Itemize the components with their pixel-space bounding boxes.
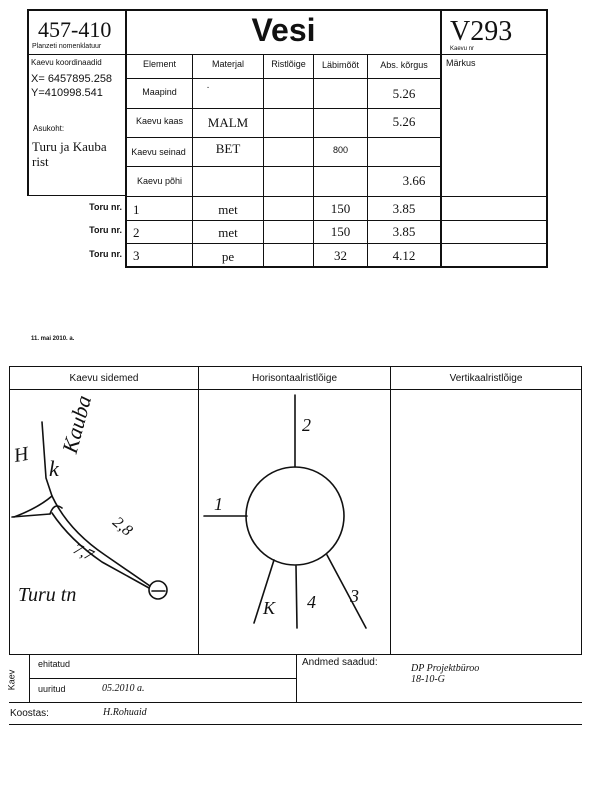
col-header-horizontal: Horisontaalristlõige xyxy=(251,373,338,384)
pipe-nr: 1 xyxy=(133,202,140,217)
row-element: Maapind xyxy=(142,87,177,97)
well-number-label: Kaevu nr xyxy=(450,46,475,52)
sketch-grid xyxy=(0,360,599,790)
row-material: · xyxy=(206,82,210,93)
header-material: Materjal xyxy=(211,59,244,69)
document-title: Vesi xyxy=(251,12,316,48)
location-label: Asukoht: xyxy=(33,124,65,133)
pipe-height: 4.12 xyxy=(392,248,416,263)
well-card xyxy=(0,0,599,280)
checked-label: uuritud xyxy=(38,684,66,694)
data-from-value1: DP Projektbüroo xyxy=(411,663,480,674)
note-77: 7,7 xyxy=(70,540,96,565)
pipe-nr: 3 xyxy=(133,248,140,263)
built-label: ehitatud xyxy=(38,659,71,669)
header-remarks: Märkus xyxy=(446,58,476,68)
pipe-diameter: 150 xyxy=(330,224,351,239)
header-section: Ristlõige xyxy=(271,59,306,69)
pipe-note-k: K xyxy=(263,598,276,618)
row-diameter: 800 xyxy=(332,145,349,155)
data-from-label: Andmed saadud: xyxy=(302,657,378,668)
col-header-links: Kaevu sidemed xyxy=(69,373,139,384)
row-element: Kaevu kaas xyxy=(135,116,184,126)
nomenclature-label: Planzeti nomenklatuur xyxy=(32,43,102,50)
pipe-material: met xyxy=(218,225,238,240)
data-from-value2: 18-10-G xyxy=(411,674,445,685)
pipe-label: Toru nr. xyxy=(89,225,122,235)
street-sketch xyxy=(10,390,198,654)
header-element: Element xyxy=(142,59,177,69)
cross-section-sketch xyxy=(199,390,390,654)
location-line1: Turu ja Kauba xyxy=(32,139,107,154)
note-k: k xyxy=(49,456,59,481)
well-number: V293 xyxy=(450,16,513,47)
pipe-height: 3.85 xyxy=(392,224,416,239)
pipe-label: Toru nr. xyxy=(89,202,122,212)
pipe-height: 3.85 xyxy=(392,201,416,216)
pipe-diameter: 32 xyxy=(334,248,347,263)
pipe-nr: 2 xyxy=(133,225,140,240)
pipe-note-3: 3 xyxy=(350,586,359,606)
location-line2: rist xyxy=(32,154,49,169)
pipe-diameter: 150 xyxy=(330,201,351,216)
col-header-vertical: Vertikaalristlõige xyxy=(449,373,523,384)
note-28: 2,8 xyxy=(109,513,136,540)
pipe-material: met xyxy=(218,202,238,217)
pipe-label: Toru nr. xyxy=(89,249,122,259)
note-turu: Turu tn xyxy=(18,584,77,606)
pipe-material: pe xyxy=(221,249,235,264)
coord-y: Y=410998.541 xyxy=(31,87,103,99)
row-height: 5.26 xyxy=(392,86,416,101)
row-material: BET xyxy=(215,141,241,156)
note-h: H xyxy=(12,442,31,468)
author-value: H.Rohuaid xyxy=(103,707,147,718)
pipe-note-4: 4 xyxy=(307,592,316,612)
coords-label: Kaevu koordinaadid xyxy=(31,58,102,67)
checked-value: 05.2010 a. xyxy=(102,683,145,694)
pipe-note-1: 1 xyxy=(214,494,223,514)
row-element: Kaevu põhi xyxy=(136,176,183,186)
note-kauba: Kauba xyxy=(56,392,97,456)
nomenclature-code: 457-410 xyxy=(38,17,112,42)
row-height: 5.26 xyxy=(392,114,416,129)
document-date: 11. mai 2010. a. xyxy=(31,336,75,342)
row-material: MALM xyxy=(207,115,249,130)
row-element: Kaevu seinad xyxy=(131,147,186,157)
header-diameter: Läbimõõt xyxy=(321,60,360,70)
pipe-note-2: 2 xyxy=(302,415,311,435)
coord-x: X= 6457895.258 xyxy=(31,73,113,85)
row-height: 3.66 xyxy=(402,173,426,188)
footer-side-label: Kaev xyxy=(6,669,17,691)
header-height: Abs. kõrgus xyxy=(380,60,428,70)
author-label: Koostas: xyxy=(10,708,49,719)
